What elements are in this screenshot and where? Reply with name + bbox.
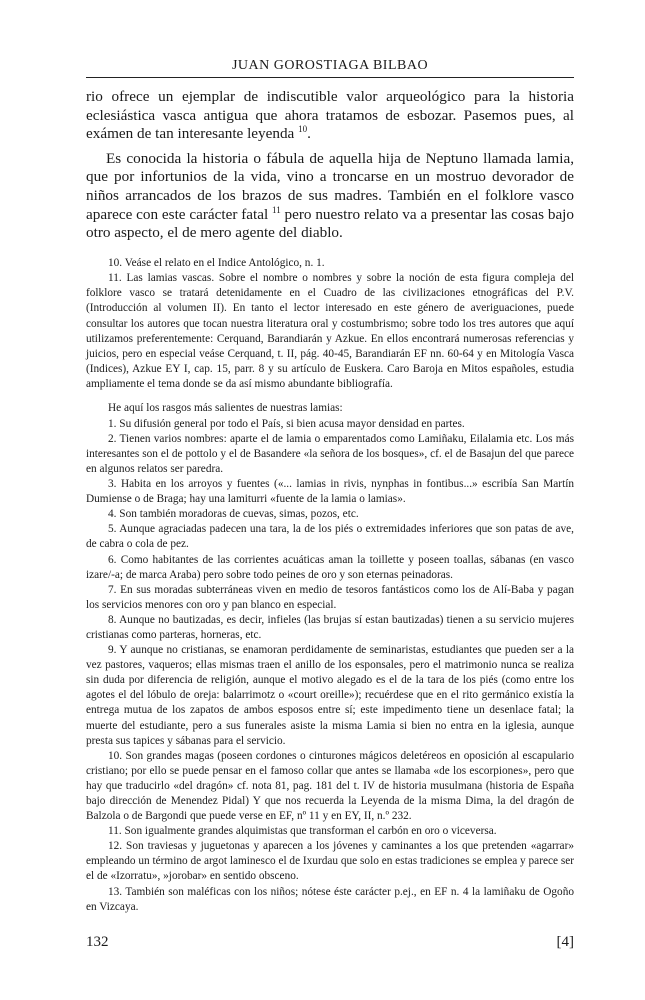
trait-item-12: 12. Son traviesas y juguetonas y aparecen a los jóvenes y caminantes a los que pretenden «agarrar» empleando un término de argot laminesco el de Ixurdau que solo en estas tradiciones se emplea y parece ser el de «Izorratu», »jorobar» en sentido obsceno. <box>86 840 574 883</box>
page-footer <box>86 934 574 951</box>
section-reference: [4] <box>556 934 574 950</box>
footnote-ref-10[interactable]: 10 <box>298 124 308 135</box>
trait-item-11: 11. Son igualmente grandes alquimistas que transforman el carbón en oro o viceversa. <box>108 825 497 838</box>
paragraph-1-end: . <box>307 125 311 143</box>
footnote-10: 10. Veáse el relato en el Indice Antológico, n. 1. <box>108 256 325 269</box>
running-title: JUAN GOROSTIAGA BILBAO <box>86 58 574 78</box>
trait-item-8: 8. Aunque no bautizadas, es decir, infieles (las brujas sí estan bautizadas) tienen a su servicio mujeres cristianas como parteras, horneras, etc. <box>86 613 574 641</box>
page-number: 132 <box>86 934 109 950</box>
trait-item-13: 13. También son maléficas con los niños; nótese éste carácter p.ej., en EF n. 4 la lamiñaku de Ogoño en Vizcaya. <box>86 885 574 913</box>
trait-item-10: 10. Son grandes magas (poseen cordones o cinturones mágicos deletéreos en oposición al escapulario cristiano; por ello se puede pensar en el famoso collar que antes se llamaba «de los escorpiones», pero que hay que traducirlo «del dragón» cf. nota 81, pag. 181 del t. IV de historia musulmana (historia de España bajo dirección de Menendez Pidal) Y que nos recuerda la Leyenda de la misma Dima, la del dragón de Balzola o de Bargondi que puede verse en EF, nº 11 y en EY, II, n.º 232. <box>86 749 574 823</box>
trait-item-1: 1. Su difusión general por todo el País, si bien acusa mayor densidad en partes. <box>108 417 465 430</box>
paragraph-1-text: rio ofrece un ejemplar de indiscutible valor arqueológico para la historia eclesiástica vasca antigua que ahora tratamos de esbozar. Pasemos pues, al exámen de tan interesante leyenda <box>86 88 574 143</box>
trait-item-3: 3. Habita en los arroyos y fuentes («... lamias in rivis, nynphas in fontibus...» escribía San Martín Dumiense o de Braga; hay una lamiturri «fuente de la lamia o lamias». <box>86 478 574 506</box>
paragraph-1 <box>86 88 574 144</box>
trait-item-7: 7. En sus moradas subterráneas viven en medio de tesoros fantásticos como los de Alí-Baba y pagan los servicios menores con oro y pan blanco en especial. <box>86 583 574 611</box>
footnote-ref-11[interactable]: 11 <box>272 204 281 215</box>
trait-item-2: 2. Tienen varios nombres: aparte el de lamia o emparentados como Lamiñaku, Eilalamia etc. Los más interesantes son el de pottolo y el de Basandere «la señora de los bosques», cf. el de Basajun del que parece en algunos relatos ser paredra. <box>86 432 574 475</box>
trait-item-9: 9. Y aunque no cristianas, se enamoran perdidamente de seminaristas, estudiantes que pueden ser a la vez pastores, vaqueros; ellas mismas traen el anillo de los esponsales, pero el matrimonio nunca se realiza sin duda por diferencia de religión, aunque el motivo alegado es el de la tara de los piés (como entre los agotes el del lóbulo de oreja: balarrimotz o «court oreille»); recuérdese que en el rito germánico existía la entrega mutua de los zapatos de ambos esposos entre sí; este impedimento tiene un desenlace fatal; la muerte del estudiante, pero a sus funerales asiste la misma Lamia si bien no entra en la iglesia, aunque presta sus tapices y sábanas para el servicio. <box>86 644 574 747</box>
paragraph-2-text-b: pero nuestro relato va a presentar las cosas bajo otro aspecto, el de mero agente del diablo. <box>86 205 575 242</box>
trait-item-6: 6. Como habitantes de las corrientes acuáticas aman la toillette y poseen toallas, sábanas (en vasco izare/-a; de marca Araba) pero sobre todo peines de oro y son eternas peinadoras. <box>86 553 574 581</box>
trait-item-4: 4. Son también moradoras de cuevas, simas, pozos, etc. <box>108 508 359 521</box>
page <box>86 58 574 978</box>
traits-list <box>86 401 574 915</box>
trait-item-5: 5. Aunque agraciadas padecen una tara, la de los piés o extremidades inferiores que son patas de ave, de cabra o cola de pez. <box>86 523 574 551</box>
footnotes <box>86 256 574 393</box>
footnote-11: 11. Las lamias vascas. Sobre el nombre o nombres y sobre la noción de esta figura compleja del folklore vasco se tratará detenidamente en el Cuadro de las civilizaciones etnográficas del P.V. (Introducción al volumen II). En tanto el lector interesado en este género de averiguaciones, puede consultar los autores que tocan nuestra literatura oral y costumbrismo; sobre todo los tres autores que aquí utilizamos preferentemente: Cerquand, Barandiarán y Azkue. En ellos encontrará numerosas referencias y juicios, pero en especial veáse Cerquand, t. II, pág. 40-45, Barandiarán EF nn. 60-64 y en Mitología Vasca (Indices), Azkue EY I, cap. 15, parr. 8 y su artículo de Euskera. Caro Baroja en Mitos españoles, estudia ampliamente el tema donde se da así mismo abundante bibliografía. <box>86 271 574 391</box>
paragraph-2 <box>86 150 574 243</box>
traits-intro: He aquí los rasgos más salientes de nuestras lamias: <box>108 401 343 414</box>
main-text <box>86 88 574 243</box>
paragraph-2-text-a: Es conocida la historia o fábula de aquella hija de Neptuno llamada lamia, que por infortunios de la vida, vino a troncarse en un mostruo devorador de niños arrancados de los brazos de sus madres. También en el folklore vasco aparece con este carácter fatal <box>86 149 574 223</box>
